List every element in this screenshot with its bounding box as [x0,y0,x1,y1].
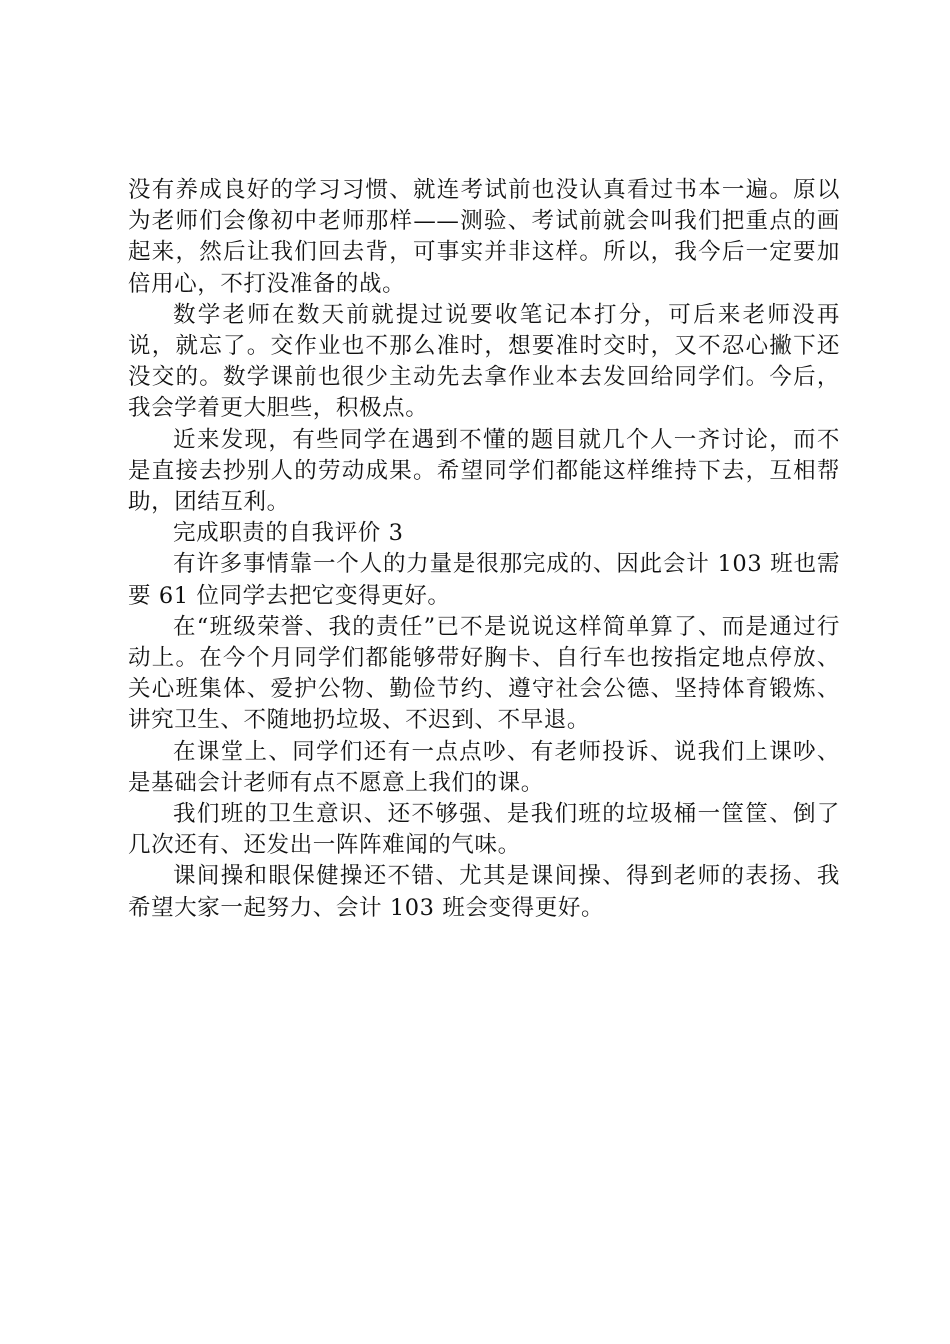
paragraph-7: 我们班的卫生意识、还不够强、是我们班的垃圾桶一筐筐、倒了几次还有、还发出一阵阵难闻的气味。 [128,801,840,859]
paragraph-3: 近来发现，有些同学在遇到不懂的题目就几个人一齐讨论，而不是直接去抄别人的劳动成果。希望同学们都能这样维持下去，互相帮助，团结互利。 [128,426,840,516]
paragraph-2: 数学老师在数天前就提过说要收笔记本打分，可后来老师没再说，就忘了。交作业也不那么准时，想要准时交时，又不忍心撇下还没交的。数学课前也很少主动先去拿作业本去发回给同学们。今后，我会学着更大胆些，积极点。 [128,301,840,422]
paragraph-6: 在课堂上、同学们还有一点点吵、有老师投诉、说我们上课吵、是基础会计老师有点不愿意上我们的课。 [128,738,840,796]
section-heading: 完成职责的自我评价 3 [173,520,404,547]
paragraph-4: 有许多事情靠一个人的力量是很那完成的、因此会计 103 班也需要 61 位同学去把它变得更好。 [128,551,840,609]
paragraph-1: 没有养成良好的学习习惯、就连考试前也没认真看过书本一遍。原以为老师们会像初中老师那样——测验、考试前就会叫我们把重点的画起来，然后让我们回去背，可事实并非这样。所以，我今后一定要加倍用心，不打没准备的战。 [128,177,840,297]
document-body [128,175,840,924]
paragraph-8: 课间操和眼保健操还不错、尤其是课间操、得到老师的表扬、我希望大家一起努力、会计 103 班会变得更好。 [128,863,840,921]
paragraph-5: 在“班级荣誉、我的责任”已不是说说这样简单算了、而是通过行动上。在今个月同学们都能够带好胸卡、自行车也按指定地点停放、关心班集体、爱护公物、勤俭节约、遵守社会公德、坚持体育锻炼、讲究卫生、不随地扔垃圾、不迟到、不早退。 [128,613,840,734]
